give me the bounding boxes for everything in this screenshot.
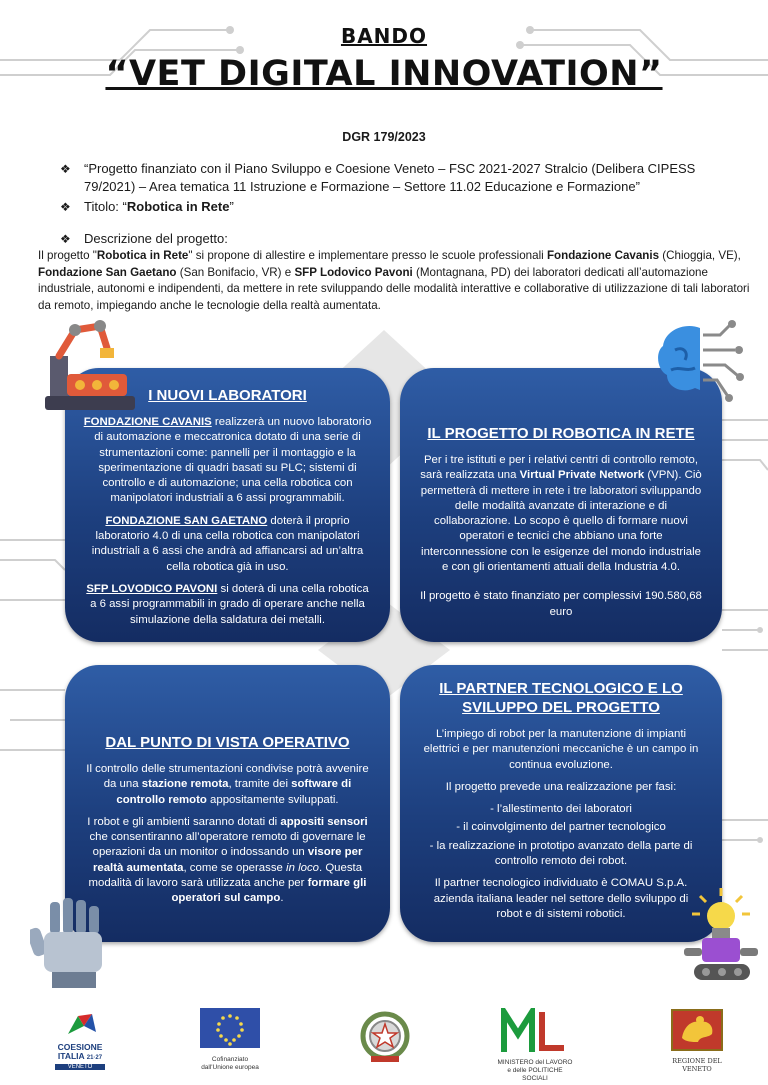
lightbulb-robot-icon (680, 888, 762, 983)
box3-bold: formare gli operatori sul campo (171, 877, 367, 905)
box3-text: , tramite dei (228, 778, 292, 791)
box3-text: appositamente sviluppati. (206, 793, 339, 806)
box4-paragraph-phases: Il progetto prevede una realizzazione per fasi: (445, 780, 677, 793)
eu-cofinanced-logo (190, 1008, 270, 1078)
coesione-mark-icon (60, 1008, 100, 1038)
diamond-bullet-icon: ❖ (60, 200, 71, 214)
box2-title: IL PROGETTO DI ROBOTICA IN RETE (427, 425, 695, 442)
box4-phase-1: - l’allestimento dei laboratori (490, 803, 632, 816)
ministero-lavoro-logo (495, 1008, 575, 1082)
financing-text: “Progetto finanziato con il Piano Sviluppo e Coesione Veneto – FSC 2021-2027 Stralcio (Delibera CIPESS 79/2021) – Area tematica 11 Istruzione e Formazione – Settore 11.02 Educazione e Formazione” (84, 161, 696, 194)
bullet-list (60, 160, 720, 250)
eu-text: dall'Unione europea (201, 1064, 259, 1071)
bullet-titolo (60, 198, 720, 216)
republic-emblem-icon (357, 1008, 413, 1068)
coesione-text: ITALIA (57, 1051, 85, 1061)
box1-title: I NUOVI LABORATORI (148, 387, 307, 404)
coesione-italia-logo (45, 1008, 115, 1078)
titolo-value: Robotica in Rete (126, 199, 230, 214)
robot-arm-icon (45, 318, 135, 413)
box1-name: FONDAZIONE CAVANIS (83, 416, 212, 428)
box1-paragraph-san-gaetano (83, 514, 372, 575)
description-text: (San Bonifacio, VR) e (176, 265, 295, 279)
diamond-bullet-icon: ❖ (60, 162, 71, 176)
box-progetto-robotica (400, 368, 722, 642)
box4-title-text: IL PARTNER TECNOLOGICO E LO SVILUPPO DEL PROGETTO (439, 680, 683, 716)
box1-name: SFP LOVODICO PAVONI (86, 582, 218, 595)
box3-paragraph-sensors (83, 815, 372, 907)
bando-label: BANDO (340, 24, 428, 48)
box1-text: doterà il proprio laboratorio 4.0 di una cella robotica con manipolatori industriali a 6 assi che andrà ad affiancarsi ad un’altra cella robotica già in uso. (91, 514, 364, 573)
bullet-financing (60, 160, 720, 196)
box1-paragraph-pavoni (83, 582, 372, 628)
descrizione-label: Descrizione del progetto: (84, 231, 228, 246)
box3-bold: appositi sensori (280, 815, 368, 828)
box1-text: realizzerà un nuovo laboratorio di automazione e meccatronica dotato di una serie di strumentazioni come: pannelli per il montaggio e la sperimentazione di quadri basati su PLC; sistemi di controllo e di automazione; una cella robotica con manipolatori industriali a 6 assi programmabili. (94, 416, 372, 505)
description-bold: Robotica in Rete (96, 249, 189, 262)
titolo-end: ” (229, 199, 234, 214)
italian-republic-emblem (355, 1008, 415, 1078)
regione-text: REGIONE DEL VENETO (672, 1057, 722, 1073)
box4-paragraph-intro: L’impiego di robot per la manutenzione di impianti elettrici e per manutenzioni meccaniche è un campo in continua evoluzione. (423, 728, 699, 771)
description-text: " si propone di allestire e implementare presso le scuole professionali (188, 249, 547, 262)
box4-paragraph-partner: Il partner tecnologico individuato è COMAU S.p.A. azienda italiana leader nel settore dello sviluppo di robot e di sistemi robotici. (433, 877, 689, 920)
header (0, 24, 768, 94)
regione-veneto-logo (665, 1008, 729, 1078)
description-bold: Fondazione Cavanis (546, 249, 660, 262)
box3-title: DAL PUNTO DI VISTA OPERATIVO (105, 734, 350, 751)
description-text: Il progetto " (38, 249, 97, 262)
box2-text: (VPN). Ciò permetterà di mettere in rete i tre laboratori sviluppando delle modalità avanzate di interazione e di collaborazione. Lo scopo è quello di formare nuovi operatori e tecnici che abbiano una forte interconnessione con le esigenze del mondo industriale e con gli orientamenti attuali della Industria 4.0. (420, 469, 702, 574)
robot-hand-icon (30, 898, 110, 990)
box1-text: si doterà di una cella robotica a 6 assi programmabili in grado di operare anche nella simulazione della saldatura dei metalli. (90, 582, 369, 626)
box3-text: . (280, 892, 284, 905)
box3-text: . Questa modalità di lavoro sarà utilizzata anche per (88, 861, 363, 890)
box3-text: che consentiranno all’operatore remoto di governare le operazioni da un monitor o indossando un (89, 831, 366, 859)
box2-funding: Il progetto è stato finanziato per complessivi 190.580,68 euro (420, 590, 702, 618)
ministero-text: MINISTERO del LAVORO (497, 1059, 573, 1066)
page-title: “VET DIGITAL INNOVATION” (105, 54, 663, 94)
project-description (38, 248, 758, 314)
box1-paragraph-cavanis (83, 415, 372, 507)
footer-logos (0, 1008, 768, 1083)
box3-bold: stazione remota (141, 778, 229, 791)
coesione-region: VENETO (55, 1064, 105, 1070)
description-text: (Chioggia, VE), (659, 249, 741, 262)
diamond-bullet-icon: ❖ (60, 232, 71, 246)
description-bold: SFP Lodovico Pavoni (294, 265, 413, 279)
box-punto-di-vista-operativo (65, 665, 390, 942)
veneto-lion-icon (670, 1008, 724, 1052)
box3-text: Il controllo delle strumentazioni condivise potrà avvenire da una (86, 763, 369, 791)
box1-name: FONDAZIONE SAN GAETANO (105, 514, 268, 527)
box3-italic: in loco (286, 861, 319, 874)
box3-text: , come se operasse (183, 861, 287, 874)
bullet-descrizione (60, 230, 720, 248)
eu-flag-icon (200, 1008, 260, 1048)
description-text: (Montagnana, PD) dei laboratori dedicati all’automazione industriale, autonomi e indipendenti, da mettere in rete sviluppando delle modalità interattive e collaborative di utilizzazione di tali laboratori da remoto, impiegando anche le tecnologie della realtà aumentata. (38, 265, 750, 312)
titolo-label: Titolo: “ (84, 199, 127, 214)
box2-text: Per i tre istituti e per i relativi centri di controllo remoto, sarà realizzata una (420, 454, 699, 482)
description-bold: Fondazione San Gaetano (38, 265, 177, 279)
brain-circuit-icon (655, 320, 750, 405)
box4-phase-2: - il coinvolgimento del partner tecnologico (456, 821, 666, 834)
coesione-years: 21·27 (86, 1055, 103, 1061)
eu-text: Cofinanziato (211, 1056, 249, 1063)
box3-bold: visore per realtà aumentata (92, 846, 363, 874)
box-partner-tecnologico (400, 665, 722, 942)
box4-title (420, 679, 702, 717)
box3-bold: software di controllo remoto (116, 778, 352, 806)
ministero-text: e delle POLITICHE SOCIALI (507, 1067, 563, 1082)
box2-paragraph-vpn (420, 453, 702, 575)
box3-paragraph-remote (83, 762, 372, 808)
coesione-text: COESIONE (57, 1042, 103, 1052)
box4-phase-3: - la realizzazione in prototipo avanzato della parte di controllo remoto dei robot. (429, 839, 693, 868)
box2-bold: Virtual Private Network (519, 469, 645, 482)
ministero-ml-icon (500, 1008, 570, 1054)
dgr-number: DGR 179/2023 (342, 130, 426, 144)
box3-text: I robot e gli ambienti saranno dotati di (87, 815, 281, 828)
